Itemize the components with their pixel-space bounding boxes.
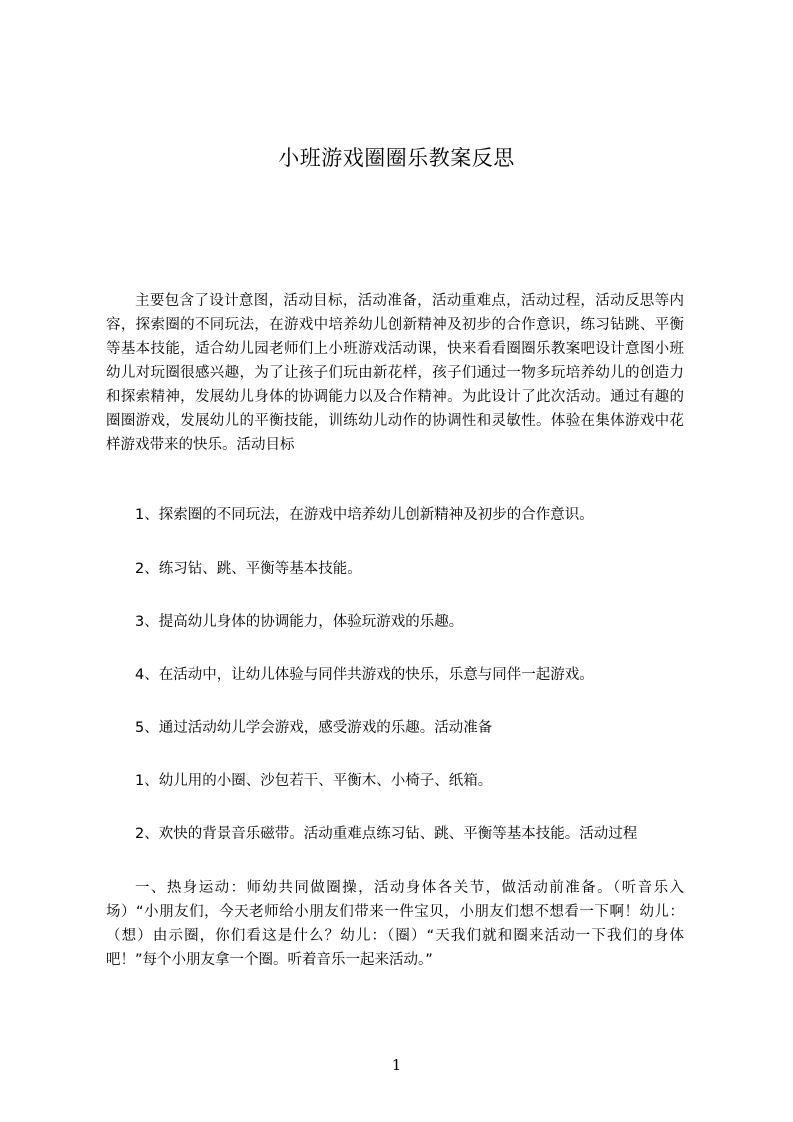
goal-item-5: 5、通过活动幼儿学会游戏，感受游戏的乐趣。活动准备 — [135, 720, 493, 736]
prep-item-1: 1、幼儿用的小圈、沙包若干、平衡木、小椅子、纸箱。 — [135, 773, 493, 789]
process-paragraph: 一、热身运动：师幼共同做圈操，活动身体各关节，做活动前准备。（听音乐入场）“小朋友们，今天老师给小朋友们带来一件宝贝，小朋友们想不想看一下啊！幼儿：（想）由示圈，你们看这是什么？幼儿：（圈）“天我们就和圈来活动一下我们的身体吧！”每个小朋友拿一个圈。听着音乐一起来活动。” — [106, 880, 684, 968]
prep-item-2: 2、欢快的背景音乐磁带。活动重难点练习钻、跳、平衡等基本技能。活动过程 — [135, 826, 638, 842]
intro-paragraph: 主要包含了设计意图，活动目标，活动准备，活动重难点，活动过程，活动反思等内容，探索圈的不同玩法，在游戏中培养幼儿创新精神及初步的合作意识，练习钻跳、平衡等基本技能，适合幼儿园老师们上小班游戏活动课，快来看看圈圈乐教案吧设计意图小班幼儿对玩圈很感兴趣，为了让孩子们玩由新花样，孩子们通过一物多玩培养幼儿的创造力和探索精神，发展幼儿身体的协调能力以及合作精神。为此设计了此次活动。通过有趣的圈圈游戏，发展幼儿的平衡技能，训练幼儿动作的协调性和灵敏性。体验在集体游戏中花样游戏带来的快乐。活动目标 — [106, 293, 684, 453]
document-title: 小班游戏圈圈乐教案反思 — [278, 146, 515, 170]
page-number: 1 — [391, 1056, 402, 1074]
goal-item-2: 2、练习钻、跳、平衡等基本技能。 — [135, 561, 362, 577]
goal-item-4: 4、在活动中，让幼儿体验与同伴共游戏的快乐，乐意与同伴一起游戏。 — [135, 667, 594, 683]
goal-item-3: 3、提高幼儿身体的协调能力，体验玩游戏的乐趣。 — [135, 614, 464, 630]
goal-item-1: 1、探索圈的不同玩法，在游戏中培养幼儿创新精神及初步的合作意识。 — [135, 507, 594, 523]
